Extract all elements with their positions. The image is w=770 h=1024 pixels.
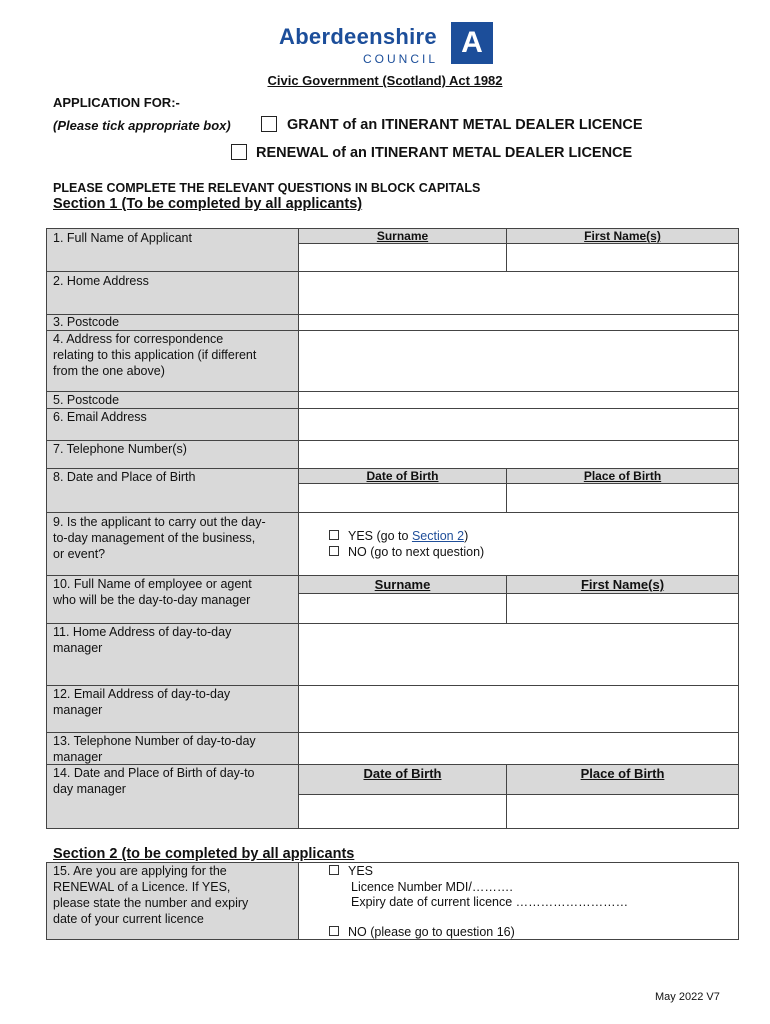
q8-dob-header-cell: [298, 468, 507, 484]
version-footer: May 2022 V7: [655, 991, 720, 1003]
q10-label-line2: who will be the day-to-day manager: [53, 593, 251, 607]
q14-pob-header-cell: [506, 764, 739, 795]
q13-label-line2: manager: [53, 750, 103, 764]
q11-label-line2: manager: [53, 641, 103, 655]
q7-label: 7. Telephone Number(s): [53, 442, 187, 456]
q3-label: 3. Postcode: [53, 315, 120, 329]
q7-label-cell: [46, 440, 299, 469]
home-address-input[interactable]: [298, 271, 739, 315]
q9-label-line2: to-day management of the business,: [53, 531, 256, 545]
q15-label-cell: [46, 862, 299, 940]
q10-label-line1: 10. Full Name of employee or agent: [53, 577, 252, 591]
telephone-input[interactable]: [298, 440, 739, 469]
q5-label: 5. Postcode: [53, 393, 120, 407]
q1-surname-header-cell: [298, 228, 507, 244]
q14-label-line1: 14. Date and Place of Birth of day-to: [53, 766, 255, 780]
applicant-pob-input[interactable]: [506, 483, 739, 513]
q1-firstname-header-cell: [506, 228, 739, 244]
q10-firstname-header: First Name(s): [580, 577, 665, 592]
renewal-checkbox[interactable]: [231, 144, 247, 160]
q2-label-cell: [46, 271, 299, 315]
q8-pob-header: Place of Birth: [583, 469, 662, 483]
q3-label-cell: [46, 314, 299, 331]
q11-label-line1: 11. Home Address of day-to-day: [53, 625, 232, 639]
q8-pob-header-cell: [506, 468, 739, 484]
logo-name: Aberdeenshire: [279, 24, 437, 49]
manager-dob-input[interactable]: [298, 794, 507, 829]
q14-dob-header-cell: [298, 764, 507, 795]
q12-label-line1: 12. Email Address of day-to-day: [53, 687, 231, 701]
q13-label-cell: [46, 732, 299, 765]
manager-surname-input[interactable]: [298, 593, 507, 624]
q10-label-cell: [46, 575, 299, 624]
q8-dob-header: Date of Birth: [366, 469, 439, 483]
q9-answer-cell: [298, 512, 739, 576]
q5-label-cell: [46, 391, 299, 409]
q4-label-line1: 4. Address for correspondence: [53, 332, 224, 346]
q9-no-checkbox[interactable]: [329, 546, 339, 556]
q15-label-line1: 15. Are you are applying for the: [53, 864, 227, 878]
q14-label-cell: [46, 764, 299, 829]
correspondence-address-input[interactable]: [298, 330, 739, 392]
logo-mark-icon: A: [451, 22, 493, 64]
q9-label-cell: [46, 512, 299, 576]
tick-note: (Please tick appropriate box): [53, 118, 231, 133]
q2-label: 2. Home Address: [53, 274, 149, 288]
applicant-surname-input[interactable]: [298, 243, 507, 272]
q9-yes-option[interactable]: YES (go to Section 2): [329, 529, 468, 543]
q15-yes-checkbox[interactable]: [329, 865, 339, 875]
q15-label-line3: please state the number and expiry: [53, 896, 249, 910]
q4-label-line3: from the one above): [53, 364, 165, 378]
email-input[interactable]: [298, 408, 739, 441]
q15-no-option[interactable]: NO (please go to question 16): [329, 925, 515, 939]
q15-label-line4: date of your current licence: [53, 912, 204, 926]
q1-label-cell: [46, 228, 299, 272]
q1-label: 1. Full Name of Applicant: [53, 231, 192, 245]
q10-firstname-header-cell: [506, 575, 739, 594]
q11-label-cell: [46, 623, 299, 686]
manager-email-input[interactable]: [298, 685, 739, 733]
applicant-dob-input[interactable]: [298, 483, 507, 513]
act-title: Civic Government (Scotland) Act 1982: [267, 73, 503, 88]
licence-number-field[interactable]: Licence Number MDI/……….: [351, 880, 513, 894]
q15-yes-option[interactable]: YES: [329, 864, 373, 878]
manager-address-input[interactable]: [298, 623, 739, 686]
q15-no-checkbox[interactable]: [329, 926, 339, 936]
q9-label-line1: 9. Is the applicant to carry out the day-: [53, 515, 266, 529]
renewal-option-label: RENEWAL of an ITINERANT METAL DEALER LICENCE: [256, 145, 633, 161]
q10-surname-header: Surname: [374, 577, 431, 592]
manager-telephone-input[interactable]: [298, 732, 739, 765]
logo-council: COUNCIL: [363, 52, 439, 66]
grant-checkbox[interactable]: [261, 116, 277, 132]
q4-label-cell: [46, 330, 299, 392]
q10-surname-header-cell: [298, 575, 507, 594]
application-for-label: APPLICATION FOR:-: [53, 95, 180, 110]
q6-label: 6. Email Address: [53, 410, 147, 424]
q1-surname-header: Surname: [376, 229, 429, 243]
q13-label-line1: 13. Telephone Number of day-to-day: [53, 734, 256, 748]
q14-label-line2: day manager: [53, 782, 126, 796]
q4-label-line2: relating to this application (if different: [53, 348, 257, 362]
q9-label-line3: or event?: [53, 547, 106, 561]
applicant-firstname-input[interactable]: [506, 243, 739, 272]
q8-label: 8. Date and Place of Birth: [53, 470, 196, 484]
expiry-date-field[interactable]: Expiry date of current licence ………………………: [351, 895, 629, 909]
q9-no-option[interactable]: NO (go to next question): [329, 545, 484, 559]
correspondence-postcode-input[interactable]: [298, 391, 739, 409]
q14-dob-header: Date of Birth: [363, 766, 442, 781]
q14-pob-header: Place of Birth: [580, 766, 665, 781]
section1-title: Section 1 (To be completed by all applicants): [53, 196, 363, 212]
block-capitals-note: PLEASE COMPLETE THE RELEVANT QUESTIONS IN BLOCK CAPITALS: [53, 181, 481, 195]
q6-label-cell: [46, 408, 299, 441]
manager-pob-input[interactable]: [506, 794, 739, 829]
q15-label-line2: RENEWAL of a Licence. If YES,: [53, 880, 231, 894]
postcode-input[interactable]: [298, 314, 739, 331]
q12-label-cell: [46, 685, 299, 733]
manager-firstname-input[interactable]: [506, 593, 739, 624]
q15-answer-cell: [298, 862, 739, 940]
q12-label-line2: manager: [53, 703, 103, 717]
q8-label-cell: [46, 468, 299, 513]
q1-firstname-header: First Name(s): [584, 229, 661, 243]
section2-title: Section 2 (to be completed by all applicants: [53, 846, 355, 862]
q9-yes-checkbox[interactable]: [329, 530, 339, 540]
grant-option-label: GRANT of an ITINERANT METAL DEALER LICENCE: [287, 117, 643, 133]
section2-link[interactable]: Section 2: [411, 529, 465, 543]
